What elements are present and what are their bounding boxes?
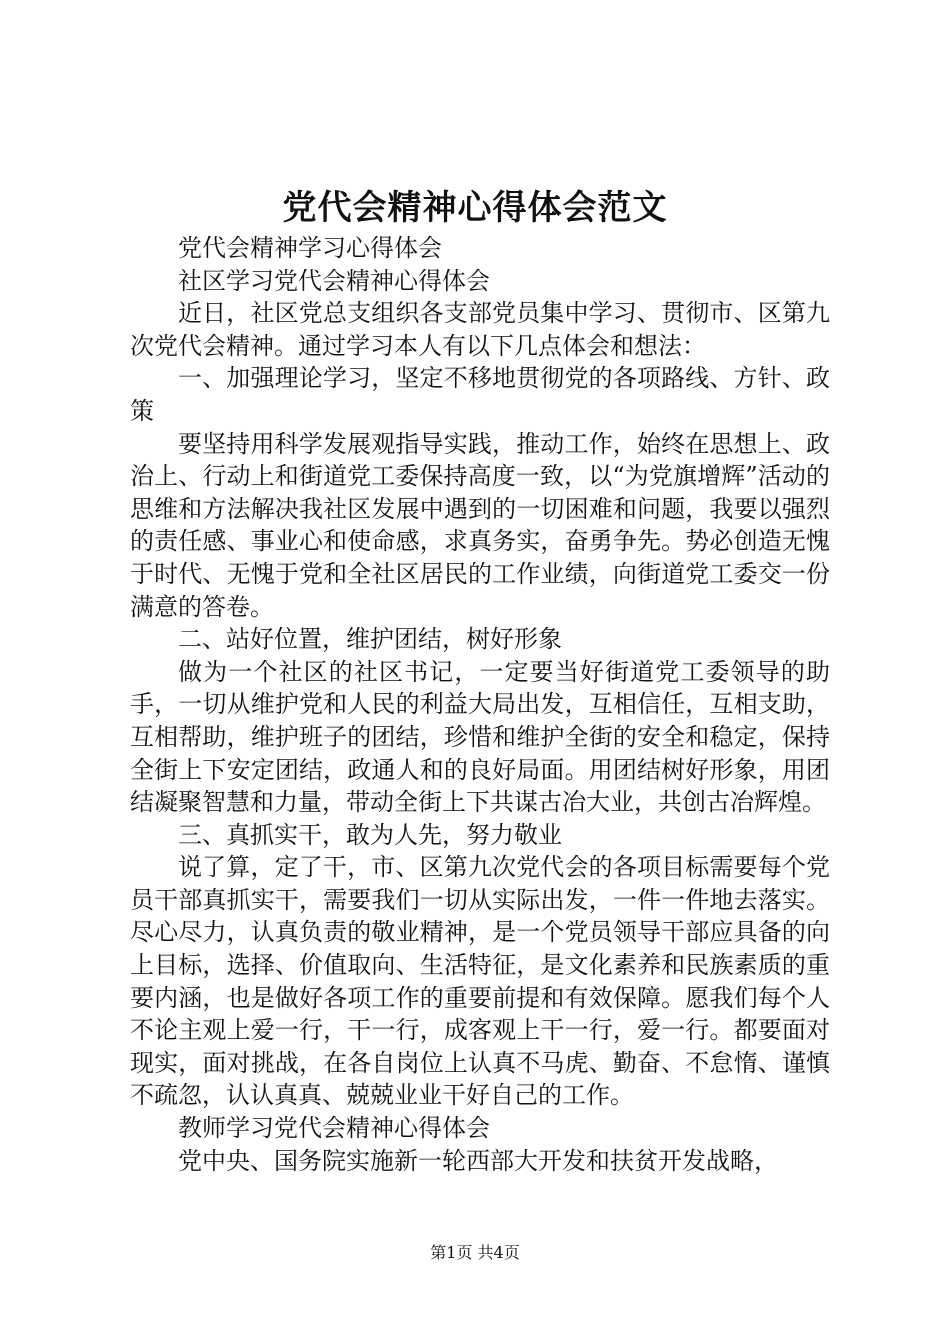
paragraph-section-1: 要坚持用科学发展观指导实践，推动工作，始终在思想上、政治上、行动上和街道党工委保持高度一致，以“为党旗增辉”活动的思维和方法解决我社区发展中遇到的一切困难和问题，我要以强烈的责任感、事业心和使命感，求真务实，奋勇争先。势必创造无愧于时代、无愧于党和全社区居民的工作业绩，向街道党工委交一份满意的答卷。 — [130, 429, 830, 621]
paragraph-teacher: 党中央、国务院实施新一轮西部大开发和扶贫开发战略， — [178, 1146, 778, 1175]
section-heading-3: 三、真抓实干，敢为人先，努力敬业 — [178, 820, 562, 849]
paragraph-heading-2: 社区学习党代会精神心得体会 — [178, 266, 490, 295]
document-title: 党代会精神心得体会范文 — [282, 188, 668, 228]
paragraph-section-2: 做为一个社区的社区书记，一定要当好街道党工委领导的助手，一切从维护党和人民的利益大局出发，互相信任，互相支助，互相帮助，维护班子的团结，珍惜和维护全街的安全和稳定，保持全街上下安定团结，政通人和的良好局面。用团结树好形象，用团结凝聚智慧和力量，带动全街上下共谋古冶大业，共创古冶辉煌。 — [130, 657, 830, 817]
document-body — [130, 232, 830, 1177]
section-heading-2: 二、站好位置，维护团结，树好形象 — [178, 625, 562, 654]
paragraph-heading-1: 党代会精神学习心得体会 — [178, 234, 442, 262]
paragraph-intro: 近日，社区党总支组织各支部党员集中学习、贯彻市、区第九次党代会精神。通过学习本人有以下几点体会和想法： — [130, 299, 830, 360]
paragraph-section-3: 说了算，定了干，市、区第九次党代会的各项目标需要每个党员干部真抓实干，需要我们一切从实际出发，一件一件地去落实。尽心尽力，认真负责的敬业精神，是一个党员领导干部应具备的向上目标，选择、价值取向、生活特征，是文化素养和民族素质的重要内涵，也是做好各项工作的重要前提和有效保障。愿我们每个人不论主观上爱一行，干一行，成客观上干一行，爱一行。都要面对现实，面对挑战，在各自岗位上认真不马虎、勤奋、不怠惰、谨慎不疏忽，认认真真、兢兢业业干好自己的工作。 — [130, 853, 830, 1110]
section-heading-1: 一、加强理论学习，坚定不移地贯彻党的各项路线、方针、政策 — [130, 364, 830, 425]
paragraph-heading-3: 教师学习党代会精神心得体会 — [178, 1114, 490, 1143]
page-footer: 第1页 共4页 — [430, 1243, 520, 1262]
